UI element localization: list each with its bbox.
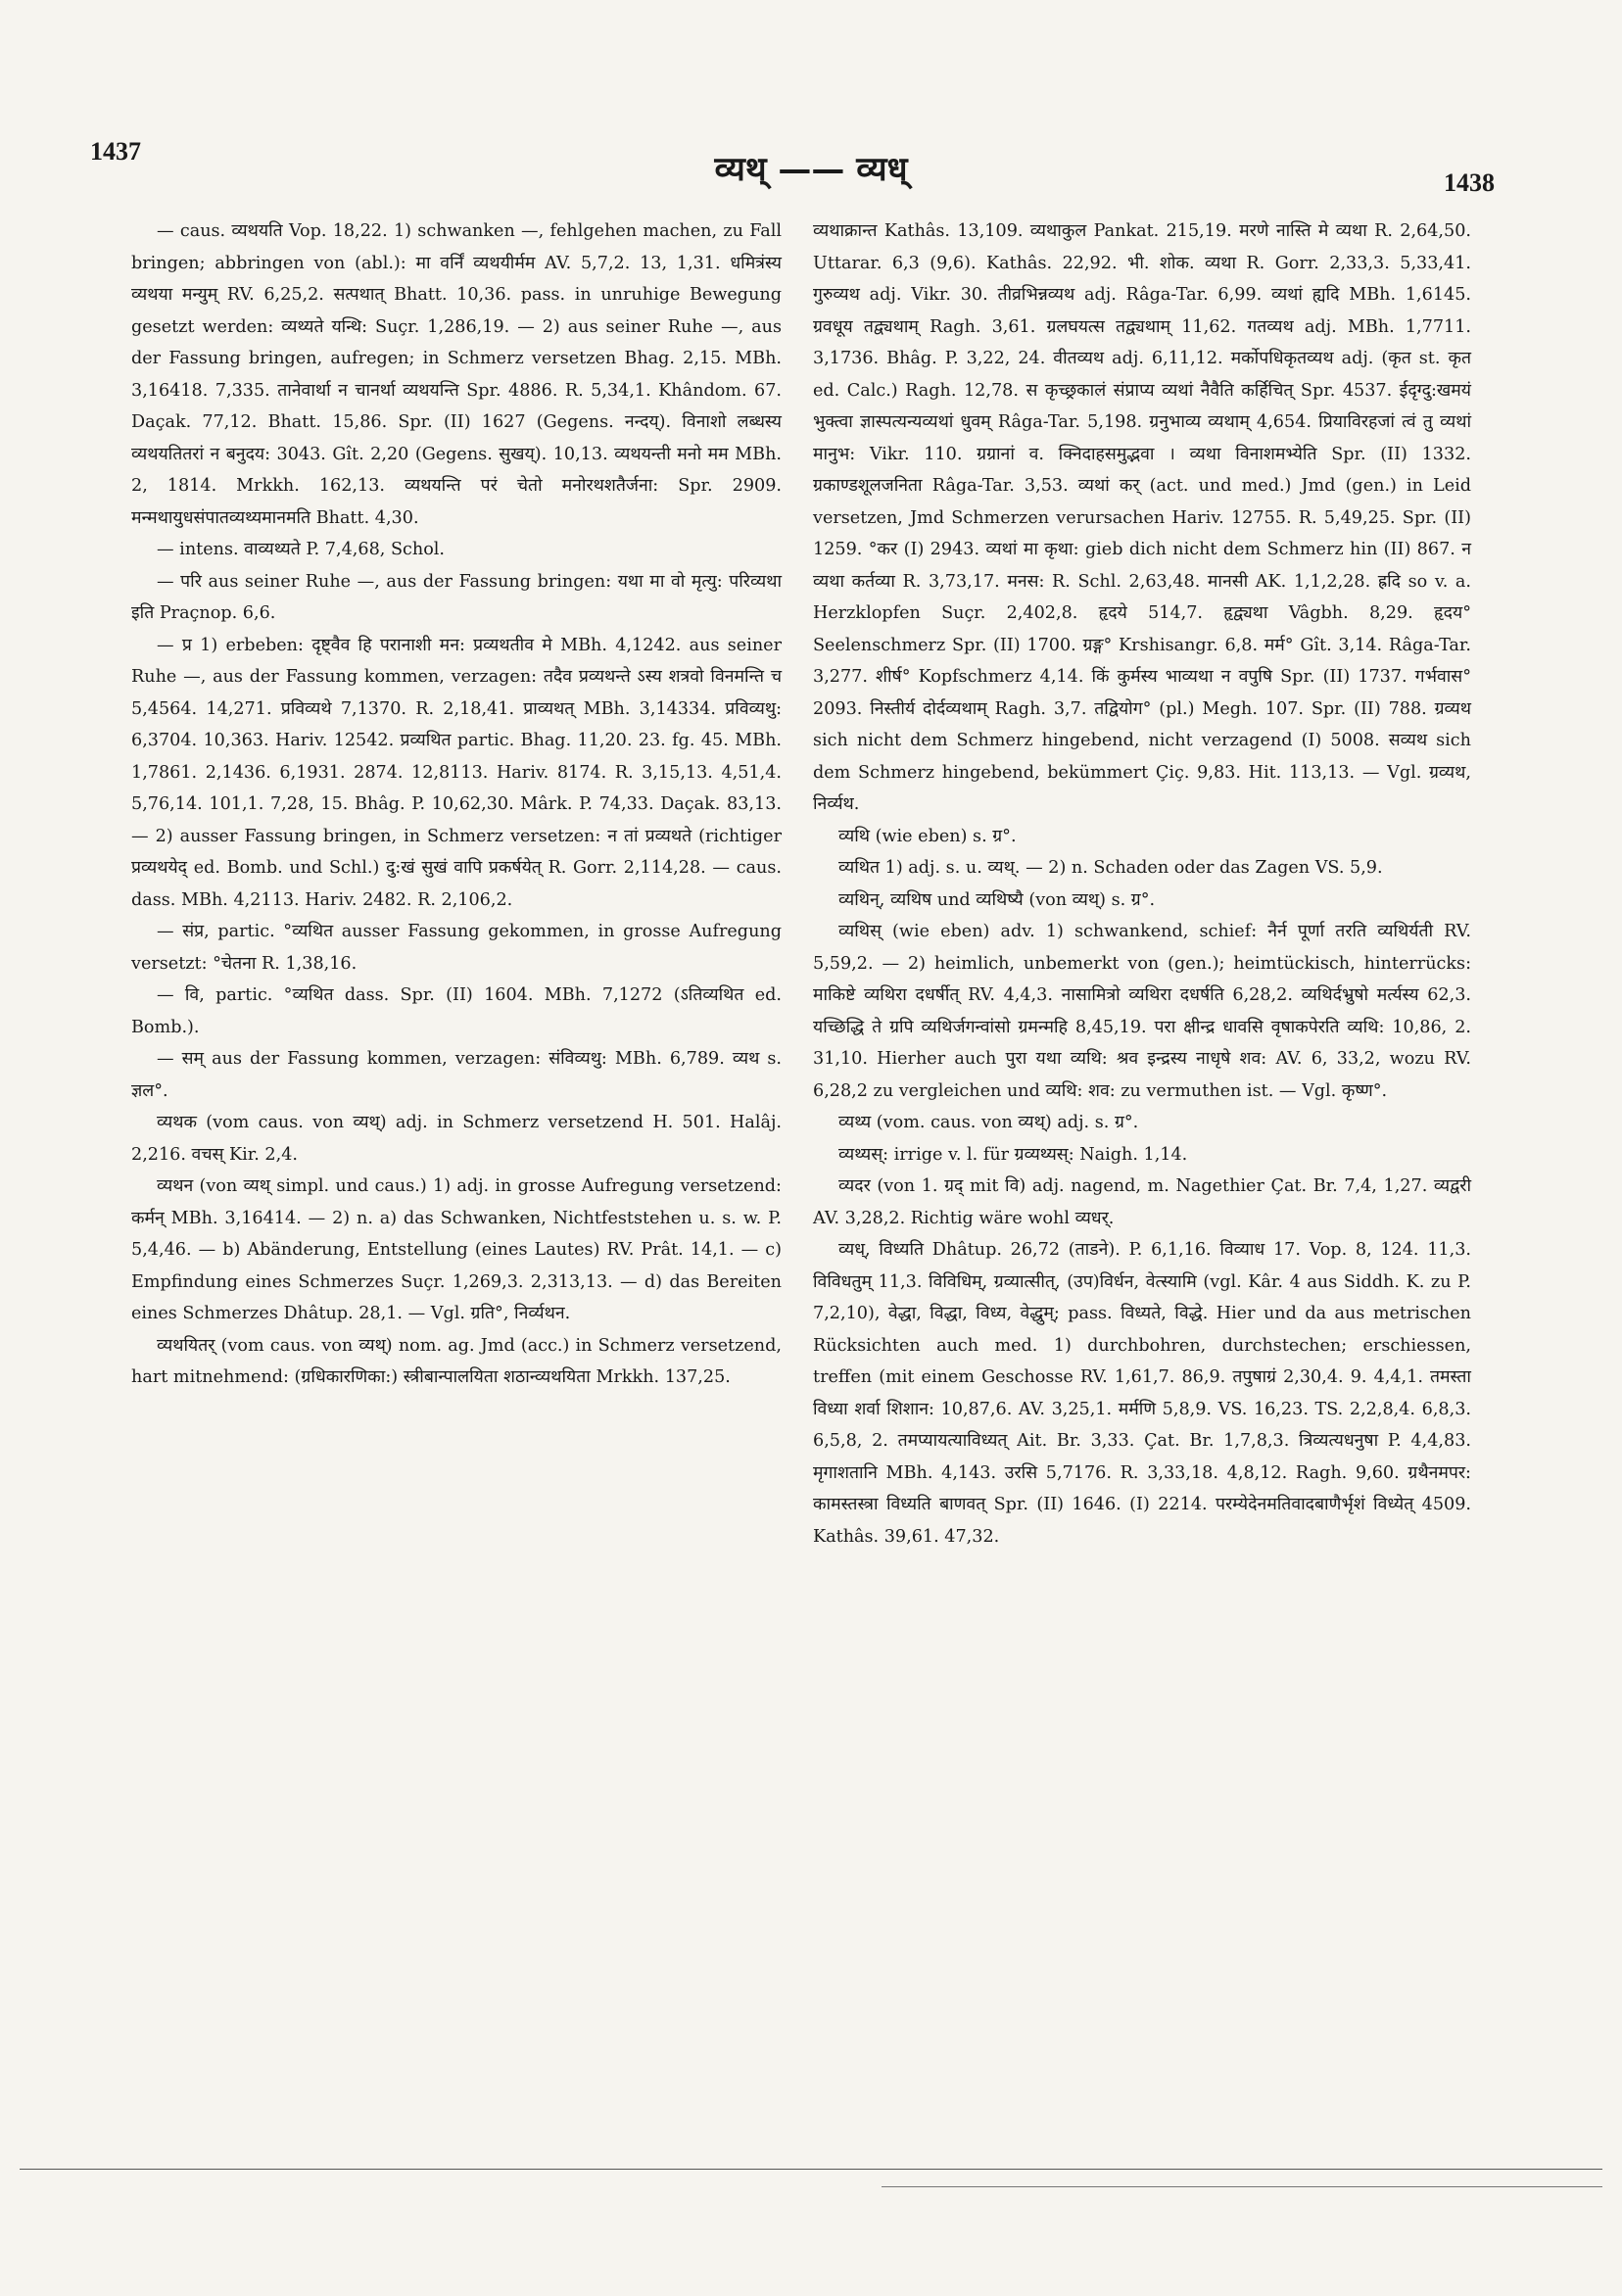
- entry-paragraph: व्यथिस् (wie eben) adv. 1) schwankend, schief: नैर्न पूर्णा तरति व्यथिर्यती RV. 5,59,2. — 2) heimlich, unbemerkt von (gen.); heimtückisch, hinterrücks: माकिष्टे व्यथिरा दधर्षीत् RV. 4,4,3. नासामित्रो व्यथिरा दधर्षति 6,28,2. व्यथिर्दभ्रुषो मर्त्यस्य 62,3. यच्छिद्धि ते ग्रपि व्यथिर्जगन्वांसो ग्रमन्महि 8,45,19. परा क्षीन्द्र धावसि वृषाकपेरति व्यथि: 10,86, 2. 31,10. Hierher auch पुरा यथा व्यथि: श्रव इन्द्रस्य नाधृषे शव: AV. 6, 33,2, wozu RV. 6,28,2 zu vergleichen und व्यथि: शव: zu vermuthen ist. — Vgl. कृष्ण°.: [813, 922, 1471, 1101]
- entry-paragraph: व्यध्, विध्यति Dhâtup. 26,72 (ताडने). P. 6,1,16. विव्याध 17. Vop. 8, 124. 11,3. विविधतुम् 11,3. विविधिम्, ग्रव्यात्सीत्, (उप)विर्धन, वेत्स्यामि (vgl. Kâr. 4 aus Siddh. K. zu P. 7,2,10), वेद्धा, विद्धा, विध्य, वेद्धुम्; pass. विध्यते, विद्धे. Hier und da aus metrischen Rücksichten auch med. 1) durchbohren, durchstechen; erschiessen, treffen (mit einem Geschosse RV. 1,61,7. 86,9. तपुषाग्रं 2,30,4. 9. 4,4,1. तमस्ता विध्या शर्वा शिशान: 10,87,6. AV. 3,25,1. मर्मणि 5,8,9. VS. 16,23. TS. 2,2,8,4. 6,8,3. 6,5,8, 2. तमप्यायत्याविध्यत् Ait. Br. 3,33. Çat. Br. 1,7,8,3. त्रिव्यत्यधनुषा P. 4,4,83. मृगाशतानि MBh. 4,143. उरसि 5,7176. R. 3,33,18. 4,8,12. Ragh. 9,60. ग्रथैनमपर: कामस्तस्त्रा विध्यति बाणवत् Spr. (II) 1646. (I) 2214. परम्येदेनमतिवादबाणैर्भृशं विध्येत् 4509. Kathâs. 39,61. 47,32.: [813, 1240, 1471, 1547]
- entry-paragraph: व्यथि (wie eben) s. ग्र°.: [838, 826, 1017, 846]
- entry-paragraph: व्यथ्य (vom. caus. von व्यथ्) adj. s. ग्र°.: [838, 1113, 1139, 1132]
- right-page-number: 1438: [1444, 168, 1495, 197]
- entry-paragraph: व्यथ्यस्: irrige v. l. für ग्रव्यथ्यस्: Naigh. 1,14.: [838, 1144, 1188, 1165]
- footer-rule-secondary: [882, 2186, 1602, 2187]
- entry-paragraph: — caus. व्यथयति Vop. 18,22. 1) schwanken —, fehlgehen machen, zu Fall bringen; abbringen von (abl.): मा वर्निं व्यथयीर्मम AV. 5,7,2. 13, 1,31. धमित्रंस्य व्यथया मन्युम् RV. 6,25,2. सत्पथात् Bhatt. 10,36. pass. in unruhige Bewegung gesetzt werden: व्यथ्यते यन्थि: Suçr. 1,286,19. — 2) aus seiner Ruhe —, aus der Fassung bringen, aufregen; in Schmerz versetzen Bhag. 2,15. MBh. 3,16418. 7,335. तानेवार्था न चानर्था व्यथयन्ति Spr. 4886. R. 5,34,1. Khândom. 67. Daçak. 77,12. Bhatt. 15,86. Spr. (II) 1627 (Gegens. नन्दय्). विनाशो लब्धस्य व्यथयतितरां न बनुदय: 3043. Gît. 2,20 (Gegens. सुखय्). 10,13. व्यथयन्ती मनो मम MBh. 2, 1814. Mrkkh. 162,13. व्यथयन्ति परं चेतो मनोरथशतैर्जना: Spr. 2909. मन्मथायुधसंपातव्यथ्यमानमति Bhatt. 4,30.: [131, 221, 782, 528]
- left-page-number: 1437: [90, 137, 141, 166]
- entry-paragraph: — परि aus seiner Ruhe —, aus der Fassung bringen: यथा मा वो मृत्यु: परिव्यथा इति Praçnop. 6,6.: [131, 571, 782, 623]
- running-head: व्यथ् —— व्यध्: [714, 150, 908, 189]
- entry-paragraph: व्यथन (von व्यथ् simpl. und caus.) 1) adj. in grosse Aufregung versetzend: कर्मन् MBh. 3,16414. — 2) n. a) das Schwanken, Nichtfeststehen u. s. w. P. 5,4,46. — b) Abänderung, Entstellung (eines Lautes) RV. Prât. 14,1. — c) Empfindung eines Schmerzes Suçr. 1,269,3. 2,313,13. — d) das Bereiten eines Schmerzes Dhâtup. 28,1. — Vgl. ग्रति°, निर्व्यथन.: [131, 1176, 782, 1323]
- entry-paragraph: व्यथिन्, व्यथिष und व्यथिष्यै (von व्यथ्) s. ग्र°.: [838, 889, 1156, 910]
- left-column: [131, 215, 782, 1394]
- entry-paragraph: — प्र 1) erbeben: दृष्ट्वैव हि परानाशी मन: प्रव्यथतीव मे MBh. 4,1242. aus seiner Ruhe —, aus der Fassung kommen, verzagen: तदैव प्रव्यथन्ते ऽस्य शत्रवो विनमन्ति च 5,4564. 14,271. प्रविव्यथे 7,1370. R. 2,18,41. प्राव्यथत् MBh. 3,14334. प्रविव्यथु: 6,3704. 10,363. Hariv. 12542. प्रव्यथित partic. Bhag. 11,20. 23. fg. 45. MBh. 1,7861. 2,1436. 6,1931. 2874. 12,8113. Hariv. 8174. R. 3,15,13. 4,51,4. 5,76,14. 101,1. 7,28, 15. Bhâg. P. 10,62,30. Mârk. P. 74,33. Daçak. 83,13. — 2) ausser Fassung bringen, in Schmerz versetzen: न तां प्रव्यथते (richtiger प्रव्यथयेद् ed. Bomb. und Schl.) दु:खं सुखं वापि प्रकर्षयेत् R. Gorr. 2,114,28. — caus. dass. MBh. 4,2113. Hariv. 2482. R. 2,106,2.: [131, 635, 782, 910]
- footer-rule: [20, 2169, 1602, 2170]
- entry-paragraph: व्यदर (von 1. ग्रद् mit वि) adj. nagend, m. Nagethier Çat. Br. 7,4, 1,27. व्यद्वरी AV. 3,28,2. Richtig wäre wohl व्यधर्.: [813, 1176, 1471, 1228]
- entry-paragraph: व्यथित 1) adj. s. u. व्यथ्. — 2) n. Schaden oder das Zagen VS. 5,9.: [838, 858, 1383, 878]
- entry-paragraph: व्यथयितर् (vom caus. von व्यथ्) nom. ag. Jmd (acc.) in Schmerz versetzend, hart mitnehmend: (ग्रधिकारणिका:) स्त्रीबान्पालयिता शठान्व्यथयिता Mrkkh. 137,25.: [131, 1335, 782, 1387]
- entry-paragraph: व्यथाक्रान्त Kathâs. 13,109. व्यथाकुल Pankat. 215,19. मरणे नास्ति मे व्यथा R. 2,64,50. Uttarar. 6,3 (9,6). Kathâs. 22,92. भी. शोक. व्यथा R. Gorr. 2,33,3. 5,33,41. गुरुव्यथ adj. Vikr. 30. तीव्रभिन्नव्यथ adj. Râga-Tar. 6,99. व्यथां ह्यदि MBh. 1,6145. ग्रवधूय तद्व्यथाम् Ragh. 3,61. ग्रलघयत्स तद्व्यथाम् 11,62. गतव्यथ adj. MBh. 1,7711. 3,1736. Bhâg. P. 3,22, 24. वीतव्यथ adj. 6,11,12. मर्कोपधिकृतव्यथ adj. (कृत st. कृत ed. Calc.) Ragh. 12,78. स कृच्छ्रकालं संप्राप्य व्यथां नैवैति कर्हिचित् Spr. 4537. ईदृग्दु:खमयं भुक्त्वा ज्ञास्पत्यन्यव्यथां धुवम् Râga-Tar. 5,198. ग्रनुभाव्य व्यथाम् 4,654. प्रियाविरहजां त्वं तु व्यथां मानुभ: Vikr. 110. ग्रग्रानां व. क्निदाहसमुद्भवा । व्यथा विनाशमभ्येति Spr. (II) 1332. ग्रकाण्डशूलजनिता Râga-Tar. 3,53. व्यथां कर् (act. und med.) Jmd (gen.) in Leid versetzen, Jmd Schmerzen verursachen Hariv. 12755. R. 5,49,25. Spr. (II) 1259. °कर (I) 2943. व्यथां मा कृथा: gieb dich nicht dem Schmerz hin (II) 867. न व्यथा कर्तव्या R. 3,73,17. मनस: R. Schl. 2,63,48. मानसी AK. 1,1,2,28. ह्रदि so v. a. Herzklopfen Suçr. 2,402,8. हृदये 514,7. हृद्व्यथा Vâgbh. 8,29. हृदय° Seelenschmerz Spr. (II) 1700. ग्रङ्ग° Krshisangr. 6,8. मर्म° Gît. 3,14. Râga-Tar. 3,277. शीर्ष° Kopfschmerz 4,14. किं कुर्मस्य भाव्यथा न वपुषि Spr. (II) 1737. गर्भवास° 2093. निस्तीर्य दोर्दव्यथाम् Ragh. 3,7. तद्वियोग° (pl.) Megh. 107. Spr. (II) 788. ग्रव्यथ sich nicht dem Schmerz hingebend, nicht verzagend (I) 5008. सव्यथ sich dem Schmerz hingebend, bekümmert Çiç. 9,83. Hit. 113,13. — Vgl. ग्रव्यथ, निर्व्यथ.: [813, 221, 1471, 814]
- right-column: [813, 215, 1471, 1553]
- entry-paragraph: — वि, partic. °व्यथित dass. Spr. (II) 1604. MBh. 7,1272 (ऽतिव्यथित ed. Bomb.).: [131, 985, 782, 1037]
- entry-paragraph: — संप्र, partic. °व्यथित ausser Fassung gekommen, in grosse Aufregung versetzt: °चेतना R. 1,38,16.: [131, 922, 782, 974]
- entry-paragraph: — intens. वाव्यथ्यते P. 7,4,68, Schol.: [157, 540, 445, 559]
- entry-paragraph: व्यथक (vom caus. von व्यथ्) adj. in Schmerz versetzend H. 501. Halâj. 2,216. वचस् Kir. 2,4.: [131, 1113, 782, 1165]
- entry-paragraph: — सम् aus der Fassung kommen, verzagen: संविव्यथु: MBh. 6,789. व्यथ s. ज्ञल°.: [131, 1049, 782, 1101]
